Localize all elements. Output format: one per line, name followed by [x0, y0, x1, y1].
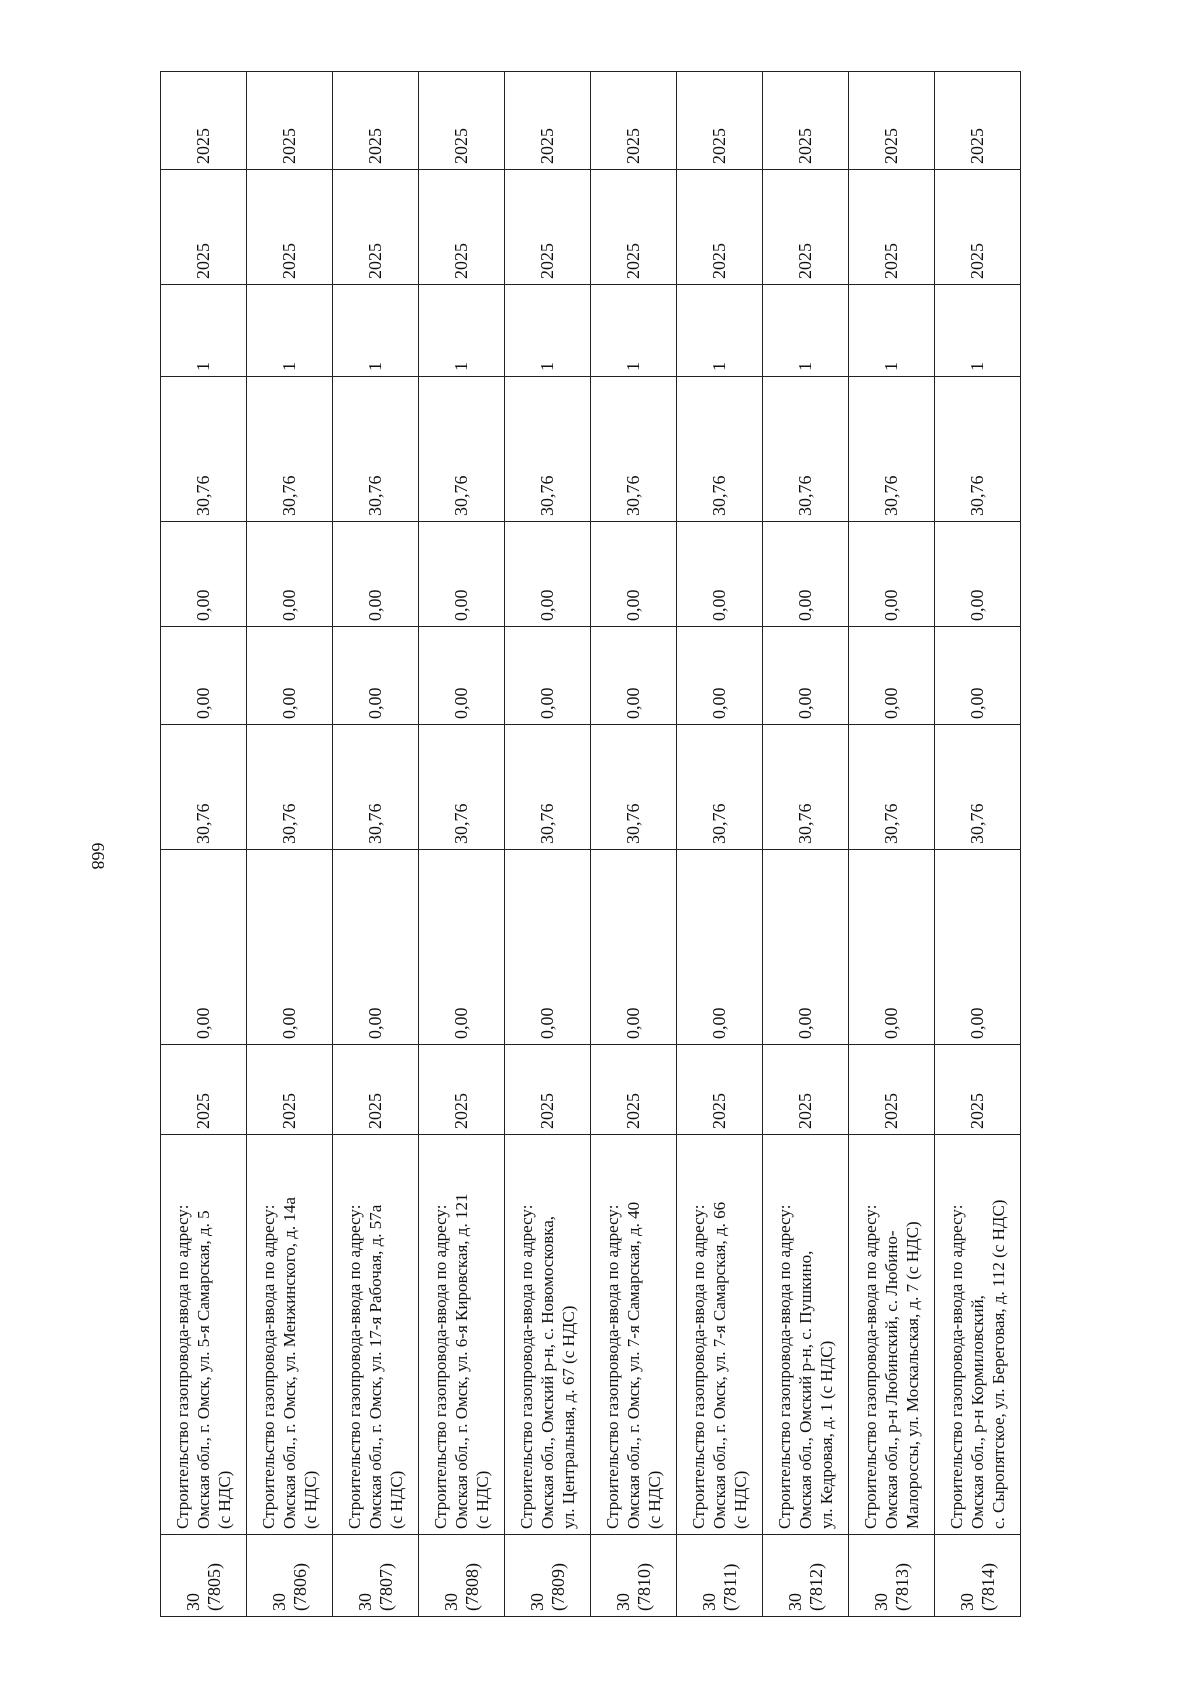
description-cell	[935, 1135, 1021, 1535]
table-row	[505, 72, 591, 1617]
description-line: (с НДС)	[301, 1470, 320, 1529]
cell-v3: 0,00	[591, 627, 677, 725]
table-row	[247, 72, 333, 1617]
cell-v5: 30,76	[333, 377, 419, 522]
cell-year3: 2025	[935, 72, 1021, 170]
row-code: (7812)	[805, 1563, 826, 1611]
cell-v5: 30,76	[591, 377, 677, 522]
cell-year3: 2025	[247, 72, 333, 170]
cell-year3: 2025	[849, 72, 935, 170]
table-row	[849, 72, 935, 1617]
cell-v5: 30,76	[247, 377, 333, 522]
description-line: Омская обл., г. Омск, ул. Менжинского, д. 14а	[280, 1197, 299, 1529]
cell-year3: 2025	[161, 72, 247, 170]
page-number: 668	[88, 842, 108, 870]
row-number-cell	[333, 1535, 419, 1617]
cell-year1: 2025	[591, 1045, 677, 1135]
description-line: Омская обл., Омский р-н, с. Новомосковка,	[538, 1215, 557, 1529]
cell-v1: 0,00	[419, 850, 505, 1045]
cell-v4: 0,00	[935, 522, 1021, 627]
description-cell	[677, 1135, 763, 1535]
row-number-cell	[677, 1535, 763, 1617]
row-number: 30	[784, 1593, 805, 1611]
row-code: (7807)	[375, 1563, 396, 1611]
description-line: Строительство газопровода-ввода по адресу:	[173, 1204, 192, 1529]
row-number: 30	[182, 1593, 203, 1611]
description-line: Омская обл., г. Омск, ул. 7-я Самарская, д. 40	[624, 1201, 643, 1529]
description-line: ул. Центральная, д. 67 (с НДС)	[559, 1305, 578, 1529]
cell-year2: 2025	[333, 170, 419, 285]
cell-year1: 2025	[247, 1045, 333, 1135]
cell-v4: 0,00	[419, 522, 505, 627]
row-number: 30	[526, 1593, 547, 1611]
description-line: (с НДС)	[731, 1470, 750, 1529]
description-line: Омская обл., р-н Кормиловский,	[968, 1295, 987, 1529]
description-line: Омская обл., г. Омск, ул. 6-я Кировская, д. 121	[452, 1193, 471, 1529]
table-row	[333, 72, 419, 1617]
description-line: Строительство газопровода-ввода по адресу:	[861, 1204, 880, 1529]
row-number: 30	[870, 1593, 891, 1611]
cell-year3: 2025	[591, 72, 677, 170]
description-line: Строительство газопровода-ввода по адресу:	[775, 1204, 794, 1529]
cell-v3: 0,00	[161, 627, 247, 725]
cell-v2: 30,76	[419, 725, 505, 850]
description-line: Малороссы, ул. Москальская, д. 7 (с НДС)	[903, 1221, 922, 1529]
cell-qty: 1	[591, 285, 677, 377]
cell-v1: 0,00	[935, 850, 1021, 1045]
cell-year1: 2025	[935, 1045, 1021, 1135]
cell-v4: 0,00	[247, 522, 333, 627]
row-number-cell	[161, 1535, 247, 1617]
cell-year3: 2025	[333, 72, 419, 170]
cell-year2: 2025	[677, 170, 763, 285]
cell-v1: 0,00	[849, 850, 935, 1045]
description-cell	[161, 1135, 247, 1535]
row-code: (7811)	[719, 1563, 740, 1611]
description-line: Строительство газопровода-ввода по адресу:	[431, 1204, 450, 1529]
table-row	[591, 72, 677, 1617]
cell-year1: 2025	[419, 1045, 505, 1135]
table-row	[419, 72, 505, 1617]
cell-v2: 30,76	[333, 725, 419, 850]
cell-v4: 0,00	[591, 522, 677, 627]
cell-v1: 0,00	[677, 850, 763, 1045]
cell-year2: 2025	[505, 170, 591, 285]
cell-v1: 0,00	[247, 850, 333, 1045]
table-row	[763, 72, 849, 1617]
row-number-cell	[419, 1535, 505, 1617]
description-cell	[763, 1135, 849, 1535]
row-number-cell	[763, 1535, 849, 1617]
cell-v3: 0,00	[763, 627, 849, 725]
description-line: (с НДС)	[215, 1470, 234, 1529]
cell-v4: 0,00	[763, 522, 849, 627]
cell-v3: 0,00	[505, 627, 591, 725]
row-number: 30	[268, 1593, 289, 1611]
description-line: (с НДС)	[645, 1470, 664, 1529]
description-cell	[849, 1135, 935, 1535]
description-cell	[419, 1135, 505, 1535]
description-line: (с НДС)	[473, 1470, 492, 1529]
row-code: (7806)	[289, 1563, 310, 1611]
table-row	[677, 72, 763, 1617]
cell-year3: 2025	[419, 72, 505, 170]
row-code: (7809)	[547, 1563, 568, 1611]
cell-year2: 2025	[161, 170, 247, 285]
cell-v1: 0,00	[161, 850, 247, 1045]
table-body	[161, 72, 1021, 1617]
cell-qty: 1	[677, 285, 763, 377]
row-code: (7805)	[203, 1563, 224, 1611]
cell-year3: 2025	[763, 72, 849, 170]
cell-qty: 1	[935, 285, 1021, 377]
cell-year2: 2025	[419, 170, 505, 285]
cell-year3: 2025	[677, 72, 763, 170]
row-number: 30	[698, 1593, 719, 1611]
cell-v2: 30,76	[591, 725, 677, 850]
row-number-cell	[591, 1535, 677, 1617]
description-line: Омская обл., Омский р-н, с. Пушкино,	[796, 1250, 815, 1529]
description-cell	[505, 1135, 591, 1535]
cell-v5: 30,76	[505, 377, 591, 522]
description-line: ул. Кедровая, д. 1 (с НДС)	[817, 1340, 836, 1529]
cell-v4: 0,00	[505, 522, 591, 627]
cell-v3: 0,00	[677, 627, 763, 725]
description-line: Строительство газопровода-ввода по адресу:	[947, 1204, 966, 1529]
description-line: Строительство газопровода-ввода по адресу:	[603, 1204, 622, 1529]
cell-v2: 30,76	[935, 725, 1021, 850]
description-cell	[333, 1135, 419, 1535]
cell-qty: 1	[247, 285, 333, 377]
cell-qty: 1	[505, 285, 591, 377]
cell-year1: 2025	[849, 1045, 935, 1135]
cell-v4: 0,00	[849, 522, 935, 627]
cell-year1: 2025	[505, 1045, 591, 1135]
cell-year1: 2025	[161, 1045, 247, 1135]
cell-year2: 2025	[247, 170, 333, 285]
cell-v3: 0,00	[935, 627, 1021, 725]
description-line: Омская обл., г. Омск, ул. 17-я Рабочая, д. 57а	[366, 1204, 385, 1529]
cell-v2: 30,76	[505, 725, 591, 850]
cell-qty: 1	[763, 285, 849, 377]
cell-v2: 30,76	[849, 725, 935, 850]
cell-v2: 30,76	[161, 725, 247, 850]
description-line: Строительство газопровода-ввода по адресу:	[259, 1204, 278, 1529]
cell-v5: 30,76	[763, 377, 849, 522]
cell-v3: 0,00	[419, 627, 505, 725]
row-code: (7810)	[633, 1563, 654, 1611]
row-number-cell	[247, 1535, 333, 1617]
cell-v3: 0,00	[247, 627, 333, 725]
row-number: 30	[354, 1593, 375, 1611]
cell-v2: 30,76	[763, 725, 849, 850]
cell-year2: 2025	[763, 170, 849, 285]
cell-v2: 30,76	[247, 725, 333, 850]
cell-v5: 30,76	[677, 377, 763, 522]
description-cell	[591, 1135, 677, 1535]
row-number: 30	[440, 1593, 461, 1611]
cell-v4: 0,00	[333, 522, 419, 627]
cell-year1: 2025	[677, 1045, 763, 1135]
row-code: (7814)	[977, 1563, 998, 1611]
description-line: Строительство газопровода-ввода по адресу:	[517, 1204, 536, 1529]
cell-v5: 30,76	[935, 377, 1021, 522]
description-line: с. Сыропятское, ул. Береговая, д. 112 (с НДС)	[989, 1199, 1008, 1529]
cell-year1: 2025	[333, 1045, 419, 1135]
description-line: (с НДС)	[387, 1470, 406, 1529]
cell-year2: 2025	[849, 170, 935, 285]
cell-v3: 0,00	[333, 627, 419, 725]
row-number: 30	[956, 1593, 977, 1611]
cell-v1: 0,00	[591, 850, 677, 1045]
cell-v5: 30,76	[419, 377, 505, 522]
cell-qty: 1	[333, 285, 419, 377]
description-cell	[247, 1135, 333, 1535]
table-row	[161, 72, 247, 1617]
row-code: (7813)	[891, 1563, 912, 1611]
description-line: Строительство газопровода-ввода по адресу:	[689, 1204, 708, 1529]
cell-year3: 2025	[505, 72, 591, 170]
cell-v1: 0,00	[505, 850, 591, 1045]
cell-qty: 1	[161, 285, 247, 377]
cell-v5: 30,76	[161, 377, 247, 522]
cell-qty: 1	[849, 285, 935, 377]
cell-v4: 0,00	[161, 522, 247, 627]
description-line: Омская обл., р-н Любинский, с. Любино-	[882, 1230, 901, 1529]
cell-year1: 2025	[763, 1045, 849, 1135]
cell-v2: 30,76	[677, 725, 763, 850]
description-line: Омская обл., г. Омск, ул. 7-я Самарская, д. 66	[710, 1201, 729, 1529]
table-row	[935, 72, 1021, 1617]
row-number-cell	[935, 1535, 1021, 1617]
cell-year2: 2025	[935, 170, 1021, 285]
row-code: (7808)	[461, 1563, 482, 1611]
cell-v5: 30,76	[849, 377, 935, 522]
description-line: Строительство газопровода-ввода по адресу:	[345, 1204, 364, 1529]
cell-v1: 0,00	[333, 850, 419, 1045]
cell-v4: 0,00	[677, 522, 763, 627]
description-line: Омская обл., г. Омск, ул. 5-я Самарская, д. 5	[194, 1210, 213, 1529]
row-number-cell	[505, 1535, 591, 1617]
cell-v3: 0,00	[849, 627, 935, 725]
cell-year2: 2025	[591, 170, 677, 285]
cell-qty: 1	[419, 285, 505, 377]
investment-table	[160, 71, 1021, 1617]
row-number-cell	[849, 1535, 935, 1617]
row-number: 30	[612, 1593, 633, 1611]
cell-v1: 0,00	[763, 850, 849, 1045]
